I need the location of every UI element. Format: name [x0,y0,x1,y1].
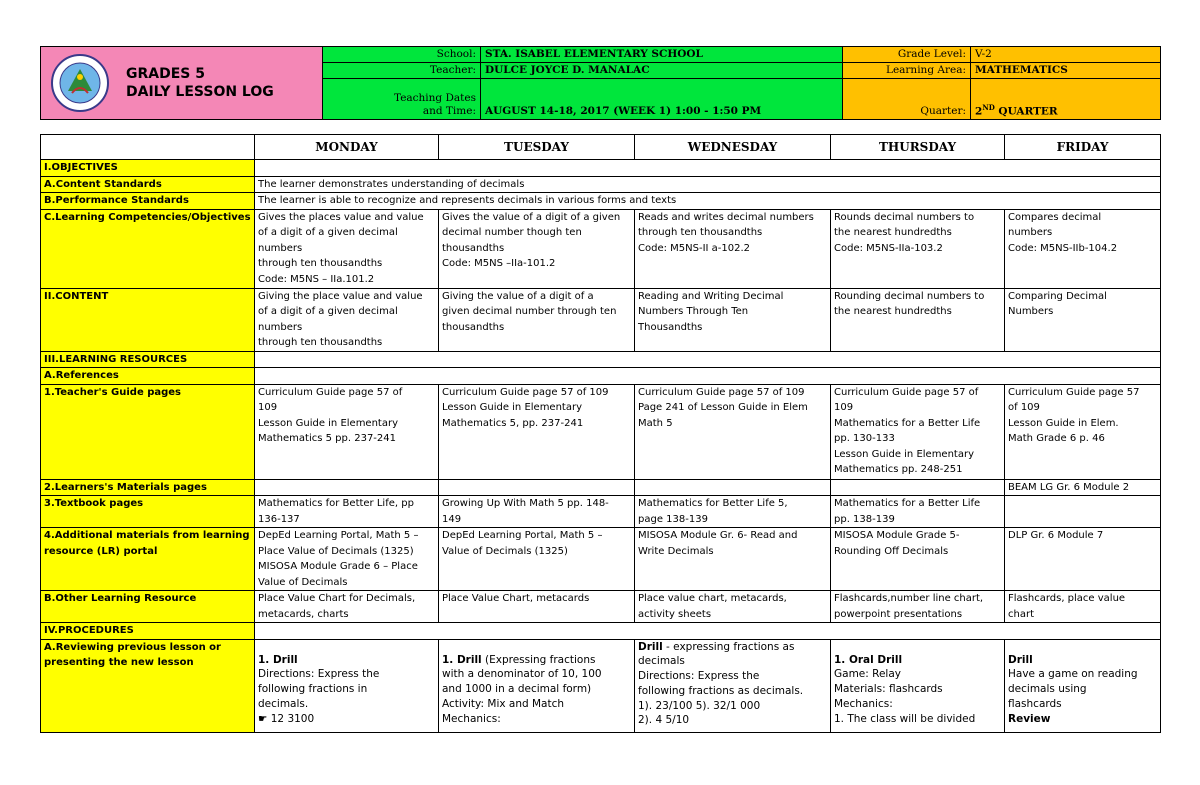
performance-standards-label: B.Performance Standards [41,193,255,210]
cell-line: MISOSA Module Gr. 6- Read and [638,530,798,541]
cell-line: Place Value Chart, metacards [442,593,590,604]
cell-line: Mathematics 5 pp. 237-241 [258,433,396,444]
cell-line: Rounding Off Decimals [834,545,949,557]
other-resources-label: B.Other Learning Resource [41,591,255,623]
review-thursday [831,639,1005,732]
review-label-line-2: presenting the new lesson [44,657,194,668]
quarter-text: QUARTER [994,105,1058,117]
cell-line: Write Decimals [638,545,714,557]
cell-line: numbers [1008,227,1053,238]
competencies-cell [255,209,439,288]
cell-line: decimal number though ten [442,227,582,238]
content-standards-label: A.Content Standards [41,176,255,193]
cell-line: decimals using [1008,683,1087,696]
cell-line: 109 [834,402,854,413]
lr-portal-cell [831,528,1005,591]
cell-line: page 138-139 [638,513,708,525]
cell-line: given decimal number through ten [442,306,617,317]
cell-line: powerpoint presentations [834,608,963,620]
day-wednesday: WEDNESDAY [635,135,831,160]
cell-line: Math 5 [638,417,673,429]
review-wednesday-drill [638,640,827,655]
competencies-cell [831,209,1005,288]
cell-line: DepEd Learning Portal, Math 5 – [442,530,603,541]
review-friday-drill: Drill [1008,653,1033,666]
learners-materials-label: 2.Learners's Materials pages [41,479,255,496]
cell-line: Code: M5NS-IIa-103.2 [834,242,943,254]
other-resources-cell [439,591,635,623]
competencies-label: C.Learning Competencies/Objectives [41,209,255,288]
review-friday [1005,639,1161,732]
cell-line: 1. The class will be divided [834,712,976,725]
review-tuesday-lines [442,667,631,726]
cell-line: Directions: Express the [258,668,380,681]
cell-line: the nearest hundredths [834,227,952,238]
lr-portal-cell [439,528,635,591]
review-label-line-1: A.Reviewing previous lesson or [44,641,221,653]
cell-line: Mechanics: [834,697,893,710]
cell-line: Curriculum Guide page 57 of 109 [442,386,609,398]
cell-line: chart [1008,608,1034,620]
cell-line: Mathematics for Better Life, pp [258,498,414,509]
cell-line: Code: M5NS – IIa.101.2 [258,273,375,285]
textbook-cell [255,496,439,528]
learners-materials-cell [255,479,439,496]
dates-label-line-2: and Time: [422,105,476,117]
cell-line: 149 [442,513,462,525]
cell-line: Gives the places value and value [258,211,424,223]
cell-line: DLP Gr. 6 Module 7 [1008,530,1104,541]
review-monday-drill: 1. Drill [258,653,298,666]
quarter-number: 2 [975,105,983,117]
cell-line: pp. 138-139 [834,513,895,525]
competencies-cell [635,209,831,288]
other-resources-cell [1005,591,1161,623]
day-friday: FRIDAY [1005,135,1161,160]
learners-materials-cell [635,479,831,496]
lr-portal-label-line-2: resource (LR) portal [44,545,158,557]
textbook-cell [635,496,831,528]
day-thursday: THURSDAY [831,135,1005,160]
cell-line: through ten thousandths [638,227,763,238]
content-cell [439,288,635,351]
cell-line: Code: M5NS-IIb-104.2 [1008,242,1118,254]
learners-materials-cell [439,479,635,496]
content-standards-value: The learner demonstrates understanding of decimals [255,176,1161,193]
cell-line: following fractions as decimals. [638,684,804,697]
review-label [41,639,255,732]
learners-materials-cell: BEAM LG Gr. 6 Module 2 [1005,479,1161,496]
cell-line: Math Grade 6 p. 46 [1008,433,1105,444]
school-value: STA. ISABEL ELEMENTARY SCHOOL [481,47,843,63]
cell-line: Value of Decimals (1325) [442,545,568,557]
dates-label-line-1: Teaching Dates [394,92,476,104]
cell-line: Mathematics for a Better Life [834,498,981,509]
quarter-label: Quarter: [843,79,971,120]
cell-line: thousandths [442,242,505,254]
review-tuesday [439,639,635,732]
lesson-log-table [40,134,1161,733]
cell-line: Lesson Guide in Elementary [834,448,974,460]
references-label: A.References [41,368,255,385]
cell-line: decimals. [258,697,309,710]
cell-line: Giving the place value and value [258,290,423,302]
grade-value: V-2 [971,47,1161,63]
cell-line: Page 241 of Lesson Guide in Elem [638,402,808,413]
other-resources-cell [635,591,831,623]
review-wednesday [635,639,831,732]
cell-line: metacards, charts [258,608,349,620]
dates-value: AUGUST 14-18, 2017 (WEEK 1) 1:00 - 1:50 PM [481,79,843,120]
school-seal-icon [50,53,110,113]
other-resources-cell [255,591,439,623]
competencies-cell [1005,209,1161,288]
competencies-cell [439,209,635,288]
cell-line: and 1000 in a decimal form) [442,683,592,696]
cell-line: Numbers [1008,306,1054,317]
cell-line: Lesson Guide in Elementary [258,417,398,429]
corner-cell [41,135,255,160]
cell-line: Curriculum Guide page 57 of 109 [638,386,805,398]
cell-line: Mathematics pp. 248-251 [834,464,963,475]
cell-line: 1). 23/100 5). 32/1 000 [638,699,761,712]
cell-line: MISOSA Module Grade 6 – Place [258,561,418,572]
cell-line: Code: M5NS –IIa-101.2 [442,258,556,269]
review-monday [255,639,439,732]
cell-line: Game: Relay [834,668,901,681]
cell-line: Mathematics 5, pp. 237-241 [442,417,584,429]
title-block [41,47,323,120]
cell-line: 136-137 [258,513,300,525]
quarter-suffix: ND [982,102,995,112]
cell-line: Lesson Guide in Elementary [442,402,582,413]
references-spacer [255,368,1161,385]
teachers-guide-cell [635,384,831,479]
teachers-guide-cell [831,384,1005,479]
title-line-1: GRADES 5 [126,66,205,82]
grade-label: Grade Level: [843,47,971,63]
cell-line: of a digit of a given decimal [258,306,398,317]
other-resources-cell [831,591,1005,623]
lr-portal-cell [635,528,831,591]
review-thursday-lines [834,667,1001,726]
review-monday-lines [258,667,435,726]
cell-line: ☛ 12 3100 [258,712,315,725]
content-label: II.CONTENT [41,288,255,351]
textbook-cell [831,496,1005,528]
cell-line: Lesson Guide in Elem. [1008,417,1119,429]
title-line-2: DAILY LESSON LOG [126,84,274,100]
cell-line: Value of Decimals [258,576,348,588]
cell-line: numbers [258,242,303,254]
day-monday: MONDAY [255,135,439,160]
cell-line: Rounding decimal numbers to [834,290,985,302]
textbook-label: 3.Textbook pages [41,496,255,528]
cell-line: Thousandths [638,321,703,333]
cell-line: the nearest hundredths [834,306,952,317]
cell-line: of a digit of a given decimal [258,227,398,238]
content-cell [1005,288,1161,351]
cell-line: Curriculum Guide page 57 of [834,386,979,398]
teachers-guide-cell [255,384,439,479]
objectives-spacer [255,160,1161,177]
review-wednesday-lines [638,654,827,728]
content-cell [635,288,831,351]
textbook-cell [439,496,635,528]
learners-materials-cell [831,479,1005,496]
cell-line: Compares decimal [1008,211,1102,223]
procedures-label: IV.PROCEDURES [41,623,255,640]
review-tuesday-drill-rest: (Expressing fractions [481,653,596,666]
cell-line: Place value chart, metacards, [638,593,787,604]
review-wednesday-drill-title: Drill [638,640,663,653]
teacher-value: DULCE JOYCE D. MANALAC [481,63,843,79]
cell-line: flashcards [1008,697,1062,710]
cell-line: through ten thousandths [258,337,383,348]
cell-line: Giving the value of a digit of a [442,290,594,302]
header-table [40,46,1161,120]
cell-line: Curriculum Guide page 57 [1008,386,1140,398]
content-cell [255,288,439,351]
cell-line: Have a game on reading [1008,668,1138,681]
day-header-row [41,135,1161,160]
cell-line: Numbers Through Ten [638,306,749,317]
cell-line: decimals [638,655,685,668]
performance-standards-value: The learner is able to recognize and represents decimals in various forms and texts [255,193,1161,210]
cell-line: Place Value Chart for Decimals, [258,593,416,604]
teacher-label: Teacher: [323,63,481,79]
cell-line: Mathematics for a Better Life [834,417,981,429]
cell-line: activity sheets [638,608,712,620]
cell-line: 2). 4 5/10 [638,714,690,727]
area-label: Learning Area: [843,63,971,79]
cell-line: of 109 [1008,402,1040,413]
quarter-value [971,79,1161,120]
area-value: MATHEMATICS [971,63,1161,79]
cell-line: Gives the value of a digit of a given [442,211,621,223]
cell-line: with a denominator of 10, 100 [442,668,602,681]
teachers-guide-cell [439,384,635,479]
review-tuesday-drill [442,653,631,668]
review-friday-review: Review [1008,712,1051,725]
teachers-guide-cell [1005,384,1161,479]
cell-line: Mathematics for Better Life 5, [638,498,788,509]
review-wednesday-drill-rest: - expressing fractions as [662,640,795,653]
content-cell [831,288,1005,351]
procedures-spacer [255,623,1161,640]
cell-line: Activity: Mix and Match [442,697,565,710]
cell-line: Flashcards,number line chart, [834,593,984,604]
cell-line: Growing Up With Math 5 pp. 148- [442,498,609,509]
dates-label [323,79,481,120]
cell-line: Reads and writes decimal numbers [638,211,814,223]
lr-portal-label-line-1: 4.Additional materials from learning [44,530,250,541]
teachers-guide-label: 1.Teacher's Guide pages [41,384,255,479]
cell-line: Rounds decimal numbers to [834,211,975,223]
day-tuesday: TUESDAY [439,135,635,160]
lr-portal-label [41,528,255,591]
review-thursday-drill: 1. Oral Drill [834,653,903,666]
cell-line: Reading and Writing Decimal [638,290,784,302]
cell-line: 109 [258,402,278,413]
review-tuesday-drill-title: 1. Drill [442,653,482,666]
lr-portal-cell [1005,528,1161,591]
cell-line: Code: M5NS-II a-102.2 [638,242,751,254]
cell-line: numbers [258,321,303,333]
objectives-label: I.OBJECTIVES [41,160,255,177]
cell-line: Place Value of Decimals (1325) [258,545,414,557]
lr-portal-cell [255,528,439,591]
review-friday-lines [1008,667,1157,711]
cell-line: Directions: Express the [638,670,760,683]
resources-spacer [255,351,1161,368]
cell-line: MISOSA Module Grade 5- [834,530,960,541]
school-label: School: [323,47,481,63]
cell-line: Curriculum Guide page 57 of [258,386,403,398]
resources-label: III.LEARNING RESOURCES [41,351,255,368]
cell-line: thousandths [442,321,505,333]
cell-line: through ten thousandths [258,258,383,269]
cell-line: pp. 130-133 [834,433,895,444]
cell-line: Materials: flashcards [834,683,943,696]
cell-line: Mechanics: [442,712,501,725]
cell-line: Comparing Decimal [1008,290,1107,302]
cell-line: DepEd Learning Portal, Math 5 – [258,530,419,541]
textbook-cell [1005,496,1161,528]
cell-line: Flashcards, place value [1008,593,1126,604]
cell-line: following fractions in [258,683,368,696]
